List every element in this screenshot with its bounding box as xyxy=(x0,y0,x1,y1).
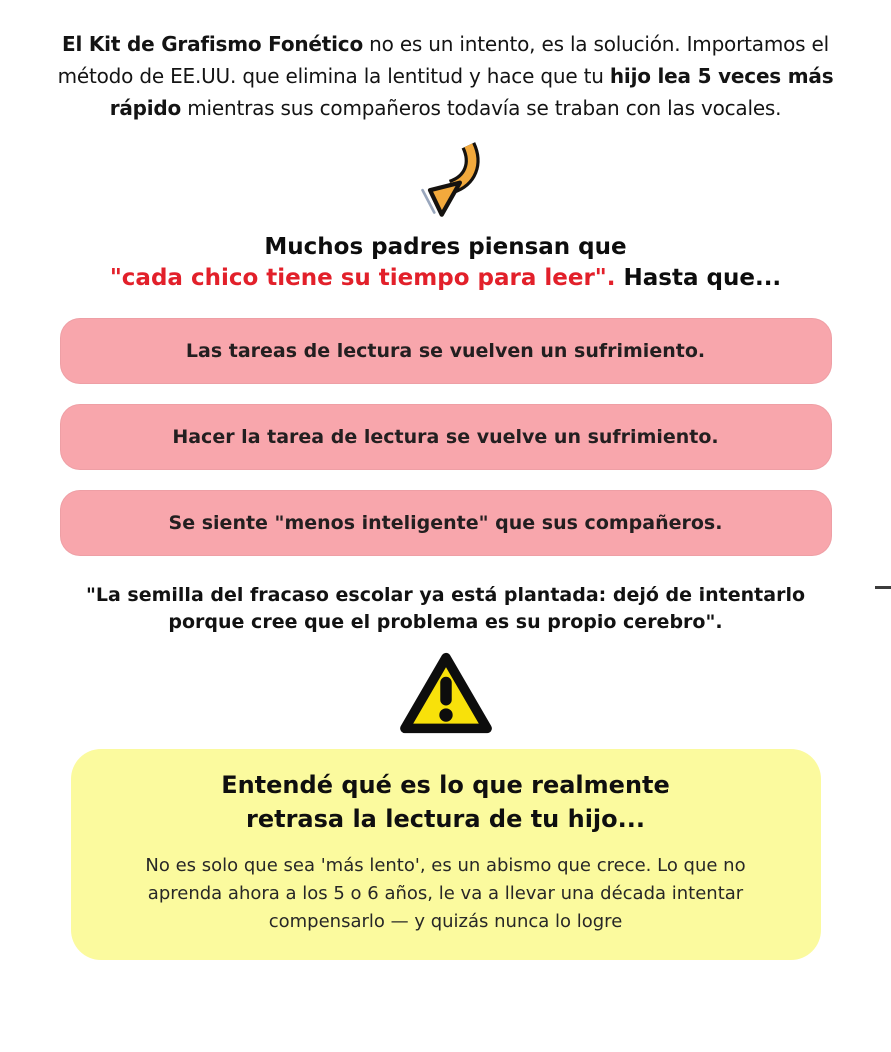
intro-paragraph xyxy=(31,28,861,124)
insight-title-line-1: Entendé qué es lo que realmente xyxy=(221,771,670,800)
pain-point-list xyxy=(0,318,891,556)
warning-section xyxy=(0,651,891,737)
intro-bold-benefit: hijo lea 5 veces más rápido xyxy=(109,64,834,120)
pain-point-box xyxy=(60,404,832,470)
pain-point-box xyxy=(60,490,832,556)
intro-bold-product-name: El Kit de Grafismo Fonético xyxy=(62,32,363,56)
sales-page xyxy=(0,28,891,1052)
insight-box xyxy=(71,749,821,960)
curved-down-arrow-icon xyxy=(403,140,489,220)
headline-red-text: "cada chico tiene su tiempo para leer". xyxy=(109,265,616,292)
headline-line-2 xyxy=(0,263,891,294)
pain-point-text: Las tareas de lectura se vuelven un sufrimiento. xyxy=(185,340,706,363)
quote-text: "La semilla del fracaso escolar ya está plantada: dejó de intentarlo porque cree que el problema es su propio cerebro". xyxy=(85,584,806,633)
headline xyxy=(0,232,891,294)
headline-suffix: Hasta que... xyxy=(615,265,782,292)
right-edge-tick xyxy=(875,586,891,589)
insight-body: No es solo que sea 'más lento', es un abismo que crece. Lo que no aprenda ahora a los 5 o 6 años, le va a llevar una década intentar compensarlo — y quizás nunca lo logre xyxy=(145,855,746,933)
warning-triangle-icon xyxy=(398,651,494,737)
insight-title xyxy=(113,769,779,836)
headline-line-1: Muchos padres piensan que xyxy=(264,234,627,260)
pain-point-text: Hacer la tarea de lectura se vuelve un sufrimiento. xyxy=(172,426,719,449)
intro-text-1: no es un intento, es la solución. Importamos el método de EE.UU. que elimina la lentitud y hace que tu xyxy=(57,32,829,88)
pain-point-text: Se siente "menos inteligente" que sus compañeros. xyxy=(168,512,723,535)
insight-title-line-2: retrasa la lectura de tu hijo... xyxy=(245,804,645,833)
intro-text-2: mientras sus compañeros todavía se traban con las vocales. xyxy=(181,96,782,120)
arrow-section xyxy=(0,140,891,220)
pain-point-box xyxy=(60,318,832,384)
